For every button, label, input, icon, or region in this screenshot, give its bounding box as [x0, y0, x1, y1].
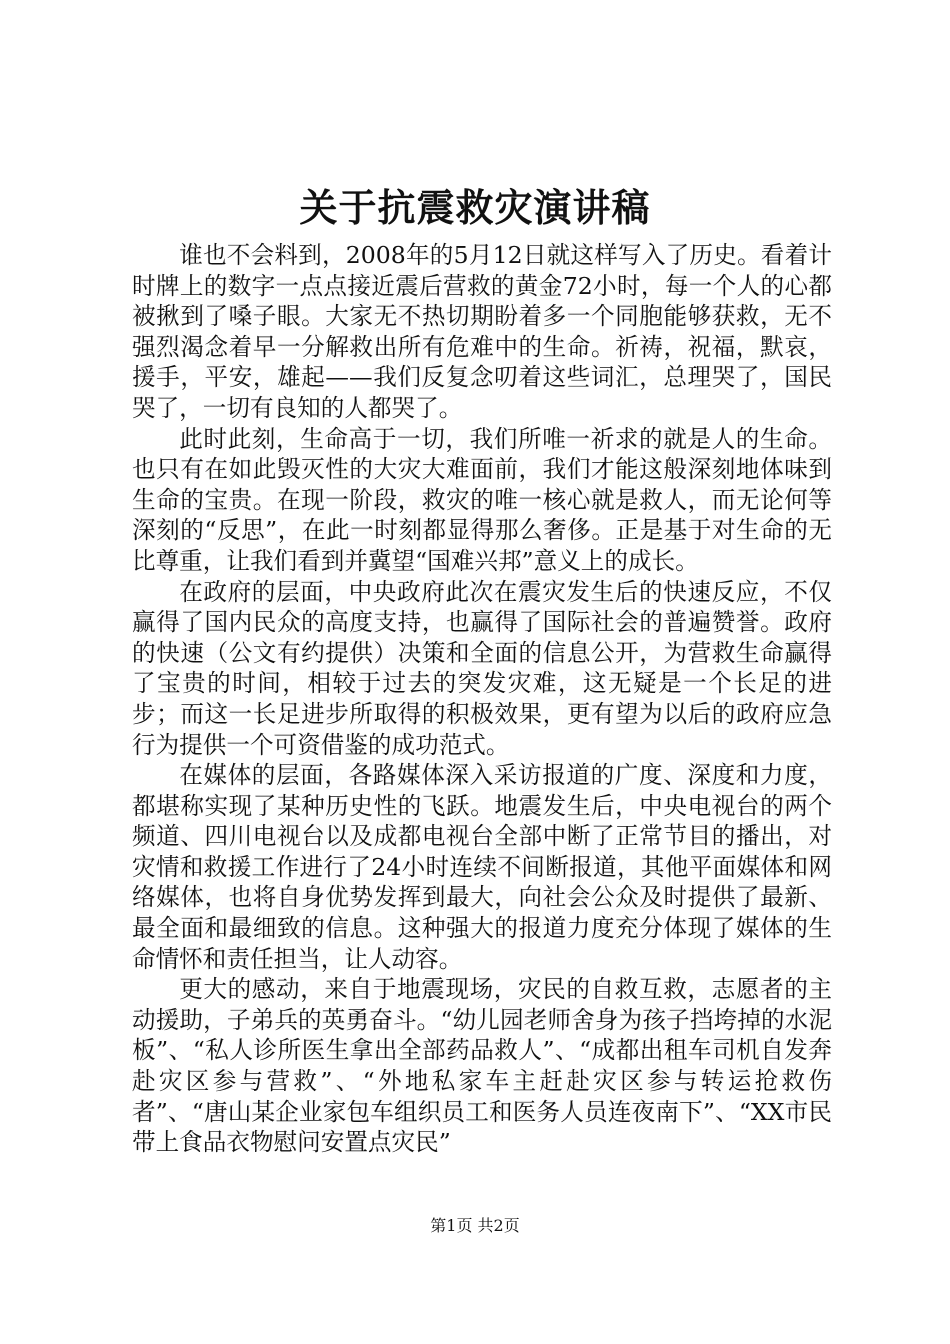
document-body: [132, 240, 832, 1158]
paragraph-5: 更大的感动，来自于地震现场，灾民的自救互救，志愿者的主动援助，子弟兵的英勇奋斗。“幼儿园老师舍身为孩子挡垮掉的水泥板”、“私人诊所医生拿出全部药品救人”、“成都出租车司机自发奔赴灾区参与营救”、“外地私家车主赶赴灾区参与转运抢救伤者”、“唐山某企业家包车组织员工和医务人员连夜南下”、“XX市民带上食品衣物慰问安置点灾民”: [132, 975, 832, 1157]
paragraph-3: 在政府的层面，中央政府此次在震灾发生后的快速反应，不仅赢得了国内民众的高度支持，也赢得了国际社会的普遍赞誉。政府的快速（公文有约提供）决策和全面的信息公开，为营救生命赢得了宝贵的时间，相较于过去的突发灾难，这无疑是一个长足的进步；而这一长足进步所取得的积极效果，更有望为以后的政府应急行为提供一个可资借鉴的成功范式。: [132, 577, 832, 759]
page-footer: 第1页 共2页: [430, 1216, 520, 1235]
paragraph-1: 谁也不会料到，2008年的5月12日就这样写入了历史。看着计时牌上的数字一点点接近震后营救的黄金72小时，每一个人的心都被揪到了嗓子眼。大家无不热切期盼着多一个同胞能够获救，无不强烈渴念着早一分解救出所有危难中的生命。祈祷，祝福，默哀，援手，平安，雄起——我们反复念叨着这些词汇，总理哭了，国民哭了，一切有良知的人都哭了。: [132, 241, 832, 422]
paragraph-2: 此时此刻，生命高于一切，我们所唯一祈求的就是人的生命。也只有在如此毁灭性的大灾大难面前，我们才能这般深刻地体味到生命的宝贵。在现一阶段，救灾的唯一核心就是救人，而无论何等深刻的“反思”，在此一时刻都显得那么奢侈。正是基于对生命的无比尊重，让我们看到并冀望“国难兴邦”意义上的成长。: [132, 424, 832, 575]
document-title: 关于抗震救灾演讲稿: [299, 185, 651, 230]
paragraph-4: 在媒体的层面，各路媒体深入采访报道的广度、深度和力度，都堪称实现了某种历史性的飞跃。地震发生后，中央电视台的两个频道、四川电视台以及成都电视台全部中断了正常节目的播出，对灾情和救援工作进行了24小时连续不间断报道，其他平面媒体和网络媒体，也将自身优势发挥到最大，向社会公众及时提供了最新、最全面和最细致的信息。这种强大的报道力度充分体现了媒体的生命情怀和责任担当，让人动容。: [132, 761, 832, 973]
